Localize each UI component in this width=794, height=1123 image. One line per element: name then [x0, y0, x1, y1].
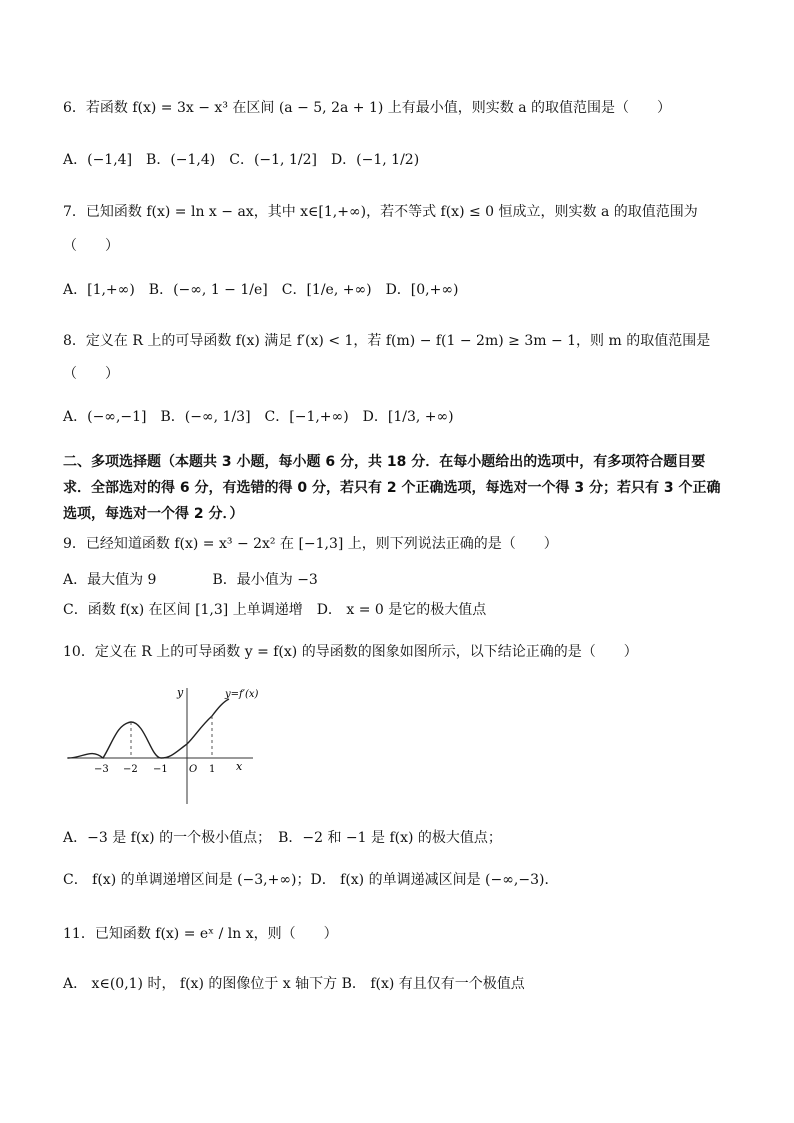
tick-label: −2 [123, 764, 138, 775]
section2-heading: 二、多项选择题（本题共 3 小题，每小题 6 分，共 18 分．在每小题给出的选项中，有多项符合题目要求．全部选对的得 6 分，有选错的得 0 分，若只有 2 个正确选项，每选对一个得 3 分；若只有 3 个正确选项，每选对一个得 2 分．） [63, 454, 721, 522]
curve-label: y=f′(x) [225, 689, 259, 700]
q8-stem: 8．定义在 R 上的可导函数 f(x) 满足 f′(x) < 1，若 f(m) − f(1 − 2m) ≥ 3m − 1，则 m 的取值范围是 [63, 333, 711, 349]
derivative-curve [68, 699, 229, 758]
q7-stem: 7．已知函数 f(x) = ln x − ax，其中 x∈[1,+∞)，若不等式 f(x) ≤ 0 恒成立，则实数 a 的取值范围为 [63, 204, 698, 220]
q8-paren: （ ） [63, 366, 119, 382]
q6-options: A．(−1,4] B．(−1,4) C．(−1, 1/2] D．(−1, 1/2) [63, 152, 420, 168]
q11-stem: 11．已知函数 f(x) = eˣ / ln x，则（ ） [63, 926, 338, 942]
q11-options-ab: A． x∈(0,1) 时， f(x) 的图像位于 x 轴下方 B． f(x) 有且仅有一个极值点 [63, 976, 525, 992]
q10-stem: 10．定义在 R 上的可导函数 y = f(x) 的导函数的图象如图所示，以下结论正确的是（ ） [63, 644, 638, 660]
q10-options-cd: C． f(x) 的单调递增区间是 (−3,+∞)；D． f(x) 的单调递减区间是 (−∞,−3)． [63, 872, 559, 888]
y-axis-label: y [177, 686, 184, 699]
q9-options-cd: C．函数 f(x) 在区间 [1,3] 上单调递增 D． x = 0 是它的极大值点 [63, 602, 487, 618]
q6-stem: 6．若函数 f(x) = 3x − x³ 在区间 (a − 5, 2a + 1) 上有最小值，则实数 a 的取值范围是（ ） [63, 100, 672, 116]
derivative-graph [63, 680, 263, 810]
q10-options-ab: A．−3 是 f(x) 的一个极小值点； B．−2 和 −1 是 f(x) 的极大值点； [63, 830, 502, 846]
tick-label: 1 [209, 764, 216, 775]
tick-label: −1 [153, 764, 168, 775]
x-axis-label: x [236, 760, 243, 773]
q9-stem: 9．已经知道函数 f(x) = x³ − 2x² 在 [−1,3] 上，则下列说法正确的是（ ） [63, 536, 558, 552]
q8-options: A．(−∞,−1] B．(−∞, 1/3] C．[−1,+∞) D．[1/3, +∞) [63, 409, 454, 425]
origin-label: O [189, 764, 198, 775]
q7-paren: （ ） [63, 238, 119, 254]
q9-options-ab: A．最大值为 9 B．最小值为 −3 [63, 572, 318, 588]
q7-options: A．[1,+∞) B．(−∞, 1 − 1/e] C．[1/e, +∞) D．[0,+∞) [63, 282, 459, 298]
tick-label: −3 [94, 764, 109, 775]
